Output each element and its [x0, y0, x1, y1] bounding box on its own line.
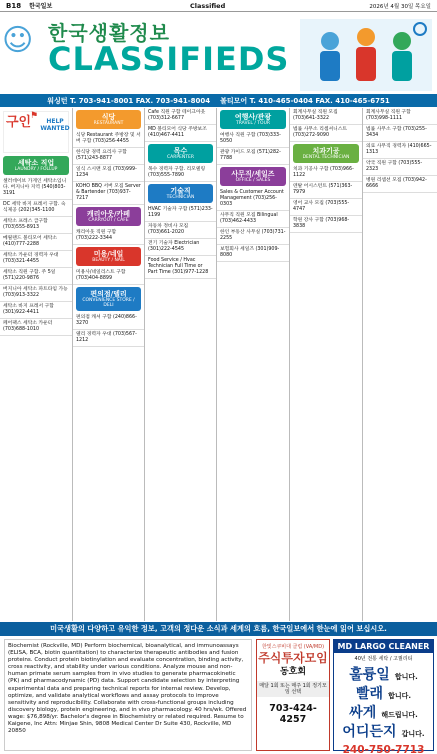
invest-subtitle: 동호회	[279, 667, 307, 677]
korean-title: 한국생활정보	[48, 21, 170, 45]
newspaper-logo: 한국일보	[29, 3, 53, 10]
list-item: 의료 사무직 경력자 (410)665-1313	[363, 142, 437, 159]
list-item: 목수 경력자 구함. 리모델링 (703)555-7890	[145, 165, 216, 182]
invest-brand: 한빛스쿠비대 클럽 (VA/MD)	[261, 644, 325, 650]
list-item: 세탁소 바지 프레서 구함 (301)922-4411	[0, 302, 72, 319]
washington-contact: 워싱턴 T. 703-941-8001 FAX. 703-941-8004	[47, 96, 211, 105]
header-technician: 기술직 TECHNICIAN	[148, 184, 213, 203]
list-item: 한식당 경력 요리사 구함 (571)243-8877	[73, 148, 144, 165]
issue-date: 2026년 4월 30일 목요일	[369, 3, 431, 10]
list-item: 여행사 직원 구함 (703)333-5050	[217, 131, 289, 148]
list-item: 페어팩스 세탁소 카운터 (703)688-1010	[0, 319, 72, 336]
list-item: 회계사무실 직원 구함 (703)998-1111	[363, 108, 437, 125]
list-item: 법률 사무소 리셉셔니스트 (703)272-9090	[290, 125, 362, 142]
masthead	[0, 13, 437, 93]
list-item: 미용사/네일리스트 구함 (703)404-8899	[73, 268, 144, 285]
list-item: MD 볼티모어 식당 주방보조 (410)467-4411	[145, 125, 216, 142]
cleaner-phone: 240-750-7713	[342, 744, 425, 754]
list-item: 한인 부동산 사무실 (703)731-2255	[217, 228, 289, 245]
list-item: 치과 기공사 구함 (703)966-1122	[290, 165, 362, 182]
header-laundry: 세탁소 직업 LAUNDRY / FOLLUP	[3, 156, 69, 175]
cleaner-brand: MD LARGO CLEANER	[334, 640, 433, 653]
list-item: 세탁소 프레스 급구함 (703)555-8913	[0, 217, 72, 234]
business-illustration-icon	[300, 19, 432, 91]
cleaner-ad: MD LARGO CLEANER 40년 전통 세탁 / 고퀄리티 훌륭일 합니다. 빨래 합니다. 싸게 해드립니다. 어디든지 갑니다. 240-750-7713	[333, 639, 434, 751]
list-item: 관광 가이드 모집 (571)282-7788	[217, 148, 289, 165]
invest-title: 주식투자모임	[258, 651, 328, 665]
list-item: KOHO BBQ 서버 모집 Server & Bartender (703)937-7217	[73, 182, 144, 205]
header-office-sales: 사무직/세일즈 OFFICE / SALES	[220, 167, 286, 186]
list-item: DC 세탁 바지 프레서 구함. 숙식제공 (202)345-1100	[0, 200, 72, 217]
list-item: 학원 강사 구함 (703)968-3838	[290, 216, 362, 233]
list-item: HVAC 기술자 구함 (571)233-1199	[145, 205, 216, 222]
list-item: 법률 사무소 구함 (703)255-3434	[363, 125, 437, 142]
people-icon: ☺	[2, 23, 34, 58]
english-title: CLASSIFIEDS	[48, 40, 290, 78]
list-item: 일식 스시맨 모집 (703)999-1234	[73, 165, 144, 182]
section-name: Classified	[190, 1, 226, 10]
promo-banner: 미국생활의 다양하고 유익한 정보, 고객의 정다운 소식과 세계의 흐름, 한국일보에서 한눈에 읽어 보십시오.	[0, 622, 437, 636]
list-item: 보험회사 세일즈 (301)909-8080	[217, 245, 289, 262]
list-item: 세탁소 카운터 경력자 우대 (703)321-4455	[0, 251, 72, 268]
column-6	[363, 108, 437, 621]
list-item: 회계사무실 직원 모집 (703)641-3322	[290, 108, 362, 125]
list-item: 편의점 캐셔 구함 (240)866-3270	[73, 313, 144, 330]
header-carpenter: 목수 CARPENTER	[148, 144, 213, 163]
list-item: 영어 교사 모집 (703)555-4747	[290, 199, 362, 216]
list-item: 버지니아 세탁소 파트타임 가능 (703)913-3322	[0, 285, 72, 302]
column-1	[0, 108, 73, 621]
column-3	[145, 108, 217, 621]
list-item: 델리 경력자 우대 (703)567-1212	[73, 330, 144, 347]
list-item: 병원 리셉션 모집 (703)942-6666	[363, 176, 437, 193]
page-number: B18	[6, 1, 22, 10]
list-item: 세탁소 직원 구함. 주 5일 (571)220-9876	[0, 268, 72, 285]
list-item: Food Service / Hvac Technician Full Time or Part Time (301)977-1228	[145, 256, 216, 279]
column-2	[73, 108, 145, 621]
classified-columns	[0, 108, 437, 621]
header-carryout: 캐리아웃/카페 CARRYOUT / CAFE	[76, 207, 141, 226]
list-item: 전기 기술자 Electrician (301)222-4545	[145, 239, 216, 256]
list-item: Sales & Customer Account Management (703)256-0303	[217, 188, 289, 211]
help-wanted-ko: 구인	[6, 115, 32, 130]
column-5	[290, 108, 363, 621]
list-item: 메릴랜드 볼티모어 세탁소 (410)777-2288	[0, 234, 72, 251]
invest-phone: 703-424-4257	[269, 703, 317, 725]
list-item: 약국 직원 구함 (703)555-2323	[363, 159, 437, 176]
biochemist-job-ad: Biochemist (Rockville, MD) Perform biochemical, bioanalytical, and immunoassays (ELISA, BCA, biotin quantitation) to characterize therapeutic antibodies and fusion proteins. Conduct protein biotinylation and evaluate concentration, binding activity, cross reactivity, and stability under various conditions. Analyze mouse and non-human primate serum samples from in vivo studies to generate pharmacokinetic (PK) and pharmacodynamic (PD) data. Support candidate selection by interpreting experimental data and preparing technical reports for internal review. Develop, optimize, and validate analytical workflows and assay protocols to improve sensitivity and reproducibility. Collaborate with cross-functional groups including discovery biology, protein engineering, and in vivo pharmacology. 40 hrs/wk. Offered wage: $76,898/yr. Bachelor's degree in Biochemistry or related required. Resume to Kaigene, Inc Attn: Minjae Shin, 9808 Medical Center Dr Suite 430, Rockville, MD 20850	[4, 639, 252, 751]
header-convenience: 편의점/델리 CONVENIENCE STORE / DELI	[76, 287, 141, 311]
page-header	[0, 0, 437, 12]
flag-icon: ⚑	[30, 111, 39, 121]
help-wanted-badge	[3, 111, 69, 153]
list-item: 덴탈 어시스턴트 (571)363-7979	[290, 182, 362, 199]
contact-bar	[0, 94, 437, 107]
list-item: Cafe 직원 구함 테이크아웃 (703)312-6677	[145, 108, 216, 125]
cleaner-note: 40년 전통 세탁 / 고퀄리티	[354, 656, 413, 662]
investment-club-ad	[256, 639, 330, 751]
header-travel: 여행사/관광 TRAVEL / TOUR	[220, 110, 286, 129]
list-item: 식당 Restaurant 주방장 및 서버 구함 (703)256-4455	[73, 131, 144, 148]
column-4	[217, 108, 290, 621]
invest-note: 매달 1회 또는 매주 1회 정기모임 선택	[257, 681, 329, 697]
header-restaurant: 식당 RESTAURANT	[76, 110, 141, 129]
list-item: 자동차 정비사 모집 (703)661-2020	[145, 222, 216, 239]
header-dental: 치과기공 DENTAL TECHNICIAN	[293, 144, 359, 163]
header-beauty: 미용/네일 BEAUTY / NAIL	[76, 247, 141, 266]
list-item: 사무직 직원 모집 Bilingual (703)462-4433	[217, 211, 289, 228]
list-item: 캐리아웃 직원 구함 (703)222-3344	[73, 228, 144, 245]
baltimore-contact: 볼티모어 T. 410-465-0404 FAX. 410-465-6751	[220, 96, 390, 105]
help-wanted-en: HELP WANTED	[40, 118, 70, 132]
list-item: 셀러데이브 가게인 세탁소입니다. 버지니아 지역 (540)803-3191	[0, 177, 72, 200]
display-ads	[0, 637, 437, 754]
